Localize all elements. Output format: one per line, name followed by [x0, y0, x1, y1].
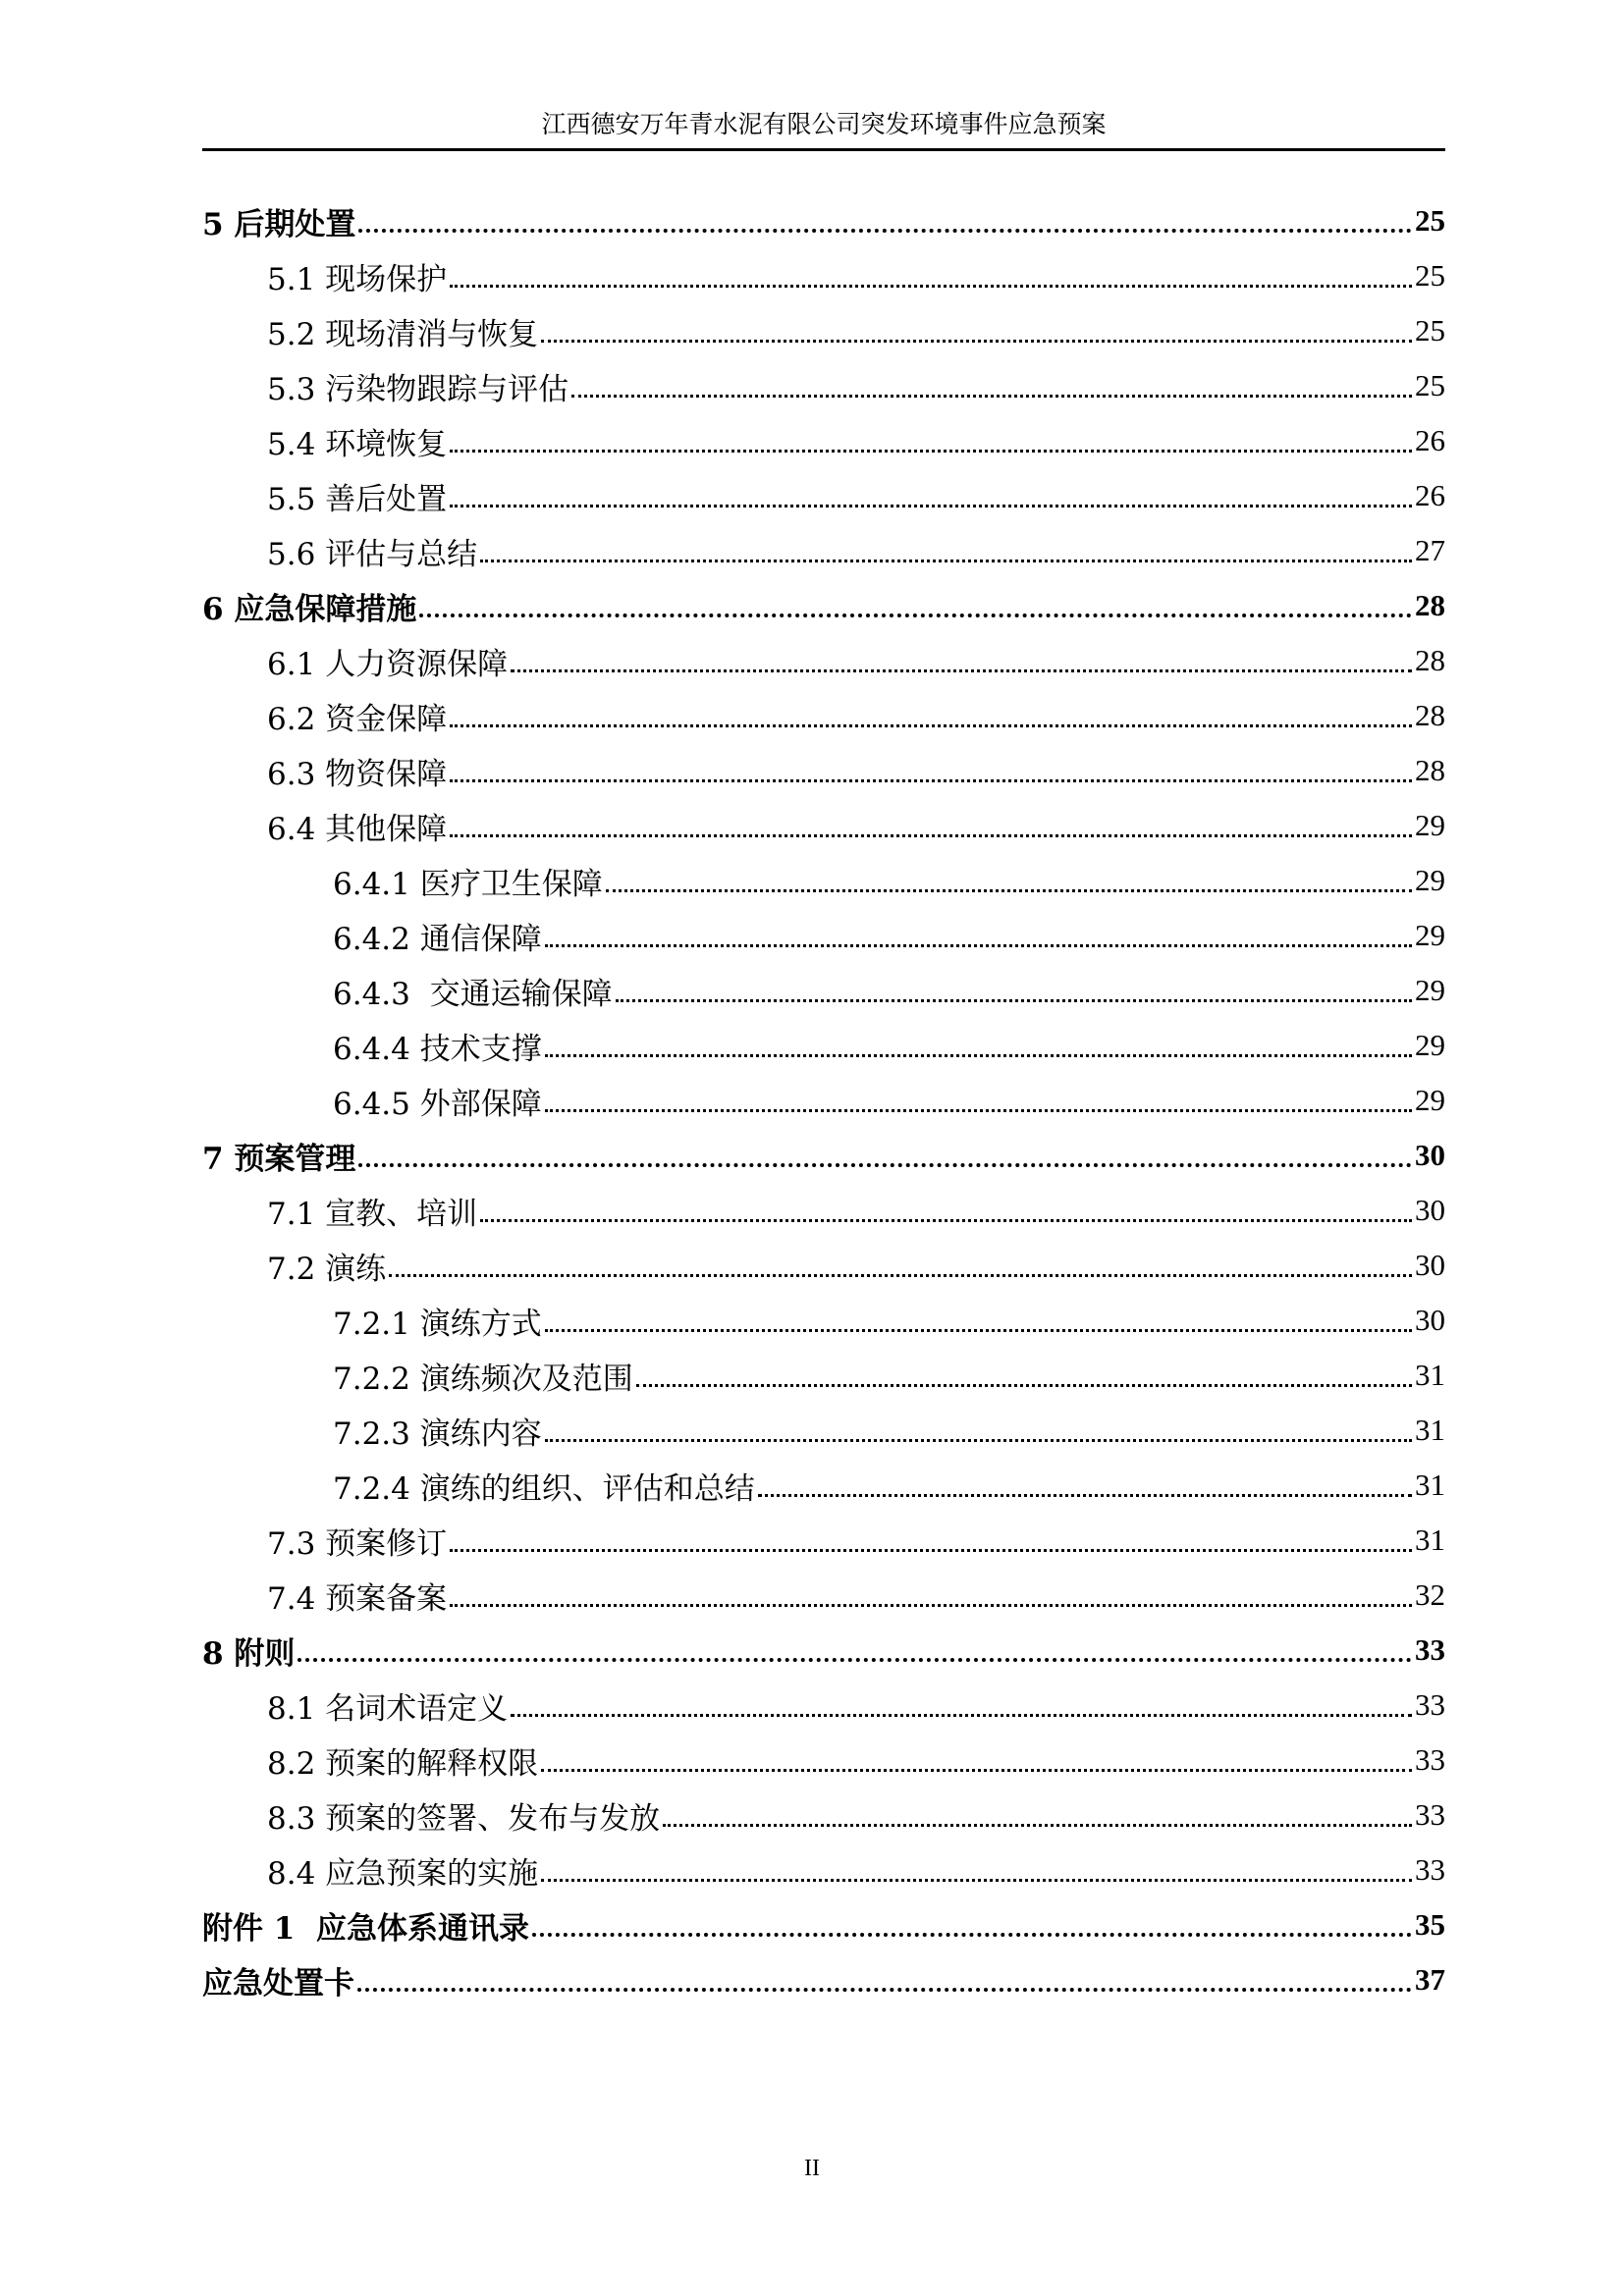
toc-entry[interactable]	[202, 1952, 1445, 2007]
toc-entry[interactable]	[202, 1073, 1445, 1128]
toc-entry[interactable]	[202, 468, 1445, 523]
toc-entry[interactable]	[202, 1513, 1445, 1568]
toc-page-number: 29	[1415, 973, 1445, 1007]
toc-entry[interactable]	[202, 303, 1445, 358]
toc-page-number: 25	[1415, 203, 1445, 238]
toc-entry-title: 6.1 人力资源保障	[267, 646, 509, 682]
toc-leader-dots	[616, 999, 1412, 1002]
toc-entry-title: 7.2.3 演练内容	[333, 1415, 542, 1452]
toc-page-number: 25	[1415, 258, 1445, 293]
toc-entry-title: 5.6 评估与总结	[267, 536, 478, 572]
toc-leader-dots	[532, 1933, 1412, 1937]
toc-entry-title: 5 后期处置	[202, 206, 356, 242]
toc-leader-dots	[450, 1604, 1412, 1607]
toc-leader-dots	[358, 229, 1412, 233]
toc-entry-title: 8.2 预案的解释权限	[267, 1745, 539, 1782]
toc-leader-dots	[450, 505, 1412, 507]
toc-page-number: 33	[1415, 1632, 1445, 1667]
toc-entry-title: 6.2 资金保障	[267, 701, 448, 737]
toc-leader-dots	[357, 1988, 1412, 1992]
toc-entry-title: 6.3 物资保障	[267, 756, 448, 792]
toc-entry[interactable]	[202, 743, 1445, 798]
toc-page-number: 29	[1415, 918, 1445, 952]
toc-entry[interactable]	[202, 1678, 1445, 1733]
toc-entry[interactable]	[202, 1568, 1445, 1623]
toc-entry[interactable]	[202, 1897, 1445, 1952]
toc-entry-title: 附件 1 应急体系通讯录	[202, 1910, 529, 1947]
toc-entry[interactable]	[202, 1458, 1445, 1513]
toc-entry-title: 6.4.1 医疗卫生保障	[333, 866, 603, 902]
toc-entry-title: 5.4 环境恢复	[267, 426, 448, 462]
toc-entry[interactable]	[202, 1128, 1445, 1183]
toc-entry-title: 7.3 预案修订	[267, 1525, 448, 1562]
toc-page-number: 26	[1415, 478, 1445, 512]
toc-leader-dots	[571, 395, 1412, 398]
toc-page-number: 32	[1415, 1577, 1445, 1612]
toc-entry-title: 6 应急保障措施	[202, 591, 417, 627]
toc-entry-title: 7.2.2 演练频次及范围	[333, 1361, 633, 1397]
toc-page-number: 25	[1415, 368, 1445, 402]
toc-entry[interactable]	[202, 1238, 1445, 1293]
toc-leader-dots	[541, 1769, 1412, 1772]
toc-entry[interactable]	[202, 358, 1445, 413]
toc-page-number: 33	[1415, 1687, 1445, 1722]
toc-entry-title: 6.4.5 外部保障	[333, 1086, 542, 1122]
toc-leader-dots	[389, 1274, 1412, 1277]
toc-entry[interactable]	[202, 853, 1445, 908]
toc-page-number: 29	[1415, 808, 1445, 842]
toc-page-number: 31	[1415, 1358, 1445, 1392]
toc-leader-dots	[358, 1163, 1412, 1167]
toc-entry[interactable]	[202, 413, 1445, 468]
toc-entry-title: 应急处置卡	[202, 1965, 354, 2002]
toc-entry[interactable]	[202, 1183, 1445, 1238]
table-of-contents	[202, 193, 1445, 2007]
toc-page-number: 30	[1415, 1303, 1445, 1337]
toc-page-number: 28	[1415, 588, 1445, 622]
page-header-title: 江西德安万年青水泥有限公司突发环境事件应急预案	[541, 110, 1107, 138]
toc-entry[interactable]	[202, 1733, 1445, 1788]
toc-entry[interactable]	[202, 688, 1445, 743]
toc-leader-dots	[450, 834, 1412, 837]
header-divider	[202, 148, 1445, 151]
toc-page-number: 29	[1415, 863, 1445, 897]
toc-leader-dots	[511, 1714, 1412, 1717]
toc-entry[interactable]	[202, 248, 1445, 303]
toc-leader-dots	[541, 340, 1412, 343]
toc-page-number: 29	[1415, 1028, 1445, 1062]
toc-leader-dots	[545, 1054, 1412, 1057]
toc-entry[interactable]	[202, 1623, 1445, 1678]
toc-leader-dots	[419, 614, 1412, 617]
toc-page-number: 31	[1415, 1522, 1445, 1557]
toc-leader-dots	[450, 1549, 1412, 1552]
toc-leader-dots	[450, 779, 1412, 782]
toc-page-number: 30	[1415, 1193, 1445, 1227]
toc-page-number: 33	[1415, 1742, 1445, 1777]
toc-leader-dots	[545, 1439, 1412, 1442]
toc-leader-dots	[298, 1658, 1412, 1662]
toc-entry-title: 5.2 现场清消与恢复	[267, 316, 539, 352]
page-number: II	[804, 2156, 820, 2181]
toc-leader-dots	[541, 1879, 1412, 1882]
toc-leader-dots	[758, 1494, 1412, 1497]
toc-entry-title: 6.4.3 交通运输保障	[333, 976, 613, 1012]
toc-leader-dots	[450, 724, 1412, 727]
toc-page-number: 31	[1415, 1413, 1445, 1447]
toc-entry-title: 6.4 其他保障	[267, 811, 448, 847]
toc-entry[interactable]	[202, 193, 1445, 248]
toc-page-number: 31	[1415, 1468, 1445, 1502]
toc-leader-dots	[545, 944, 1412, 947]
toc-page-number: 30	[1415, 1138, 1445, 1172]
toc-entry-title: 6.4.4 技术支撑	[333, 1031, 542, 1067]
toc-page-number: 26	[1415, 423, 1445, 457]
toc-leader-dots	[450, 285, 1412, 288]
toc-leader-dots	[636, 1384, 1412, 1387]
toc-entry[interactable]	[202, 963, 1445, 1018]
toc-page-number: 28	[1415, 698, 1445, 732]
toc-page-number: 25	[1415, 313, 1445, 347]
toc-entry[interactable]	[202, 1403, 1445, 1458]
toc-entry-title: 8.3 预案的签署、发布与发放	[267, 1800, 661, 1837]
toc-page-number: 29	[1415, 1083, 1445, 1117]
toc-page-number: 30	[1415, 1248, 1445, 1282]
toc-entry-title: 8.1 名词术语定义	[267, 1690, 509, 1727]
toc-entry[interactable]	[202, 1842, 1445, 1897]
toc-page-number: 35	[1415, 1907, 1445, 1942]
toc-leader-dots	[545, 1109, 1412, 1112]
toc-entry[interactable]	[202, 1018, 1445, 1073]
toc-entry[interactable]	[202, 908, 1445, 963]
toc-leader-dots	[545, 1329, 1412, 1332]
toc-entry-title: 7.2 演练	[267, 1251, 387, 1287]
toc-leader-dots	[480, 1219, 1412, 1222]
toc-leader-dots	[663, 1824, 1412, 1827]
toc-entry[interactable]	[202, 1788, 1445, 1842]
toc-entry-title: 7 预案管理	[202, 1141, 356, 1177]
toc-page-number: 33	[1415, 1852, 1445, 1887]
toc-entry[interactable]	[202, 523, 1445, 578]
toc-page-number: 28	[1415, 753, 1445, 787]
toc-page-number: 28	[1415, 643, 1445, 677]
toc-entry-title: 7.2.1 演练方式	[333, 1306, 542, 1342]
toc-entry-title: 8.4 应急预案的实施	[267, 1855, 539, 1892]
toc-entry-title: 8 附则	[202, 1635, 296, 1672]
toc-leader-dots	[450, 450, 1412, 453]
toc-leader-dots	[480, 560, 1412, 562]
toc-entry-title: 7.2.4 演练的组织、评估和总结	[333, 1470, 755, 1507]
toc-entry[interactable]	[202, 798, 1445, 853]
toc-entry[interactable]	[202, 633, 1445, 688]
toc-page-number: 27	[1415, 533, 1445, 567]
toc-page-number: 33	[1415, 1797, 1445, 1832]
toc-entry[interactable]	[202, 578, 1445, 633]
toc-leader-dots	[606, 889, 1412, 892]
toc-entry-title: 7.4 预案备案	[267, 1580, 448, 1617]
toc-entry-title: 6.4.2 通信保障	[333, 921, 542, 957]
toc-entry-title: 5.1 现场保护	[267, 261, 448, 297]
toc-entry[interactable]	[202, 1348, 1445, 1403]
toc-leader-dots	[511, 669, 1412, 672]
toc-entry-title: 5.5 善后处置	[267, 481, 448, 517]
toc-entry-title: 7.1 宣教、培训	[267, 1196, 478, 1232]
toc-entry-title: 5.3 污染物跟踪与评估	[267, 371, 569, 407]
toc-entry[interactable]	[202, 1293, 1445, 1348]
toc-page-number: 37	[1415, 1962, 1445, 1997]
